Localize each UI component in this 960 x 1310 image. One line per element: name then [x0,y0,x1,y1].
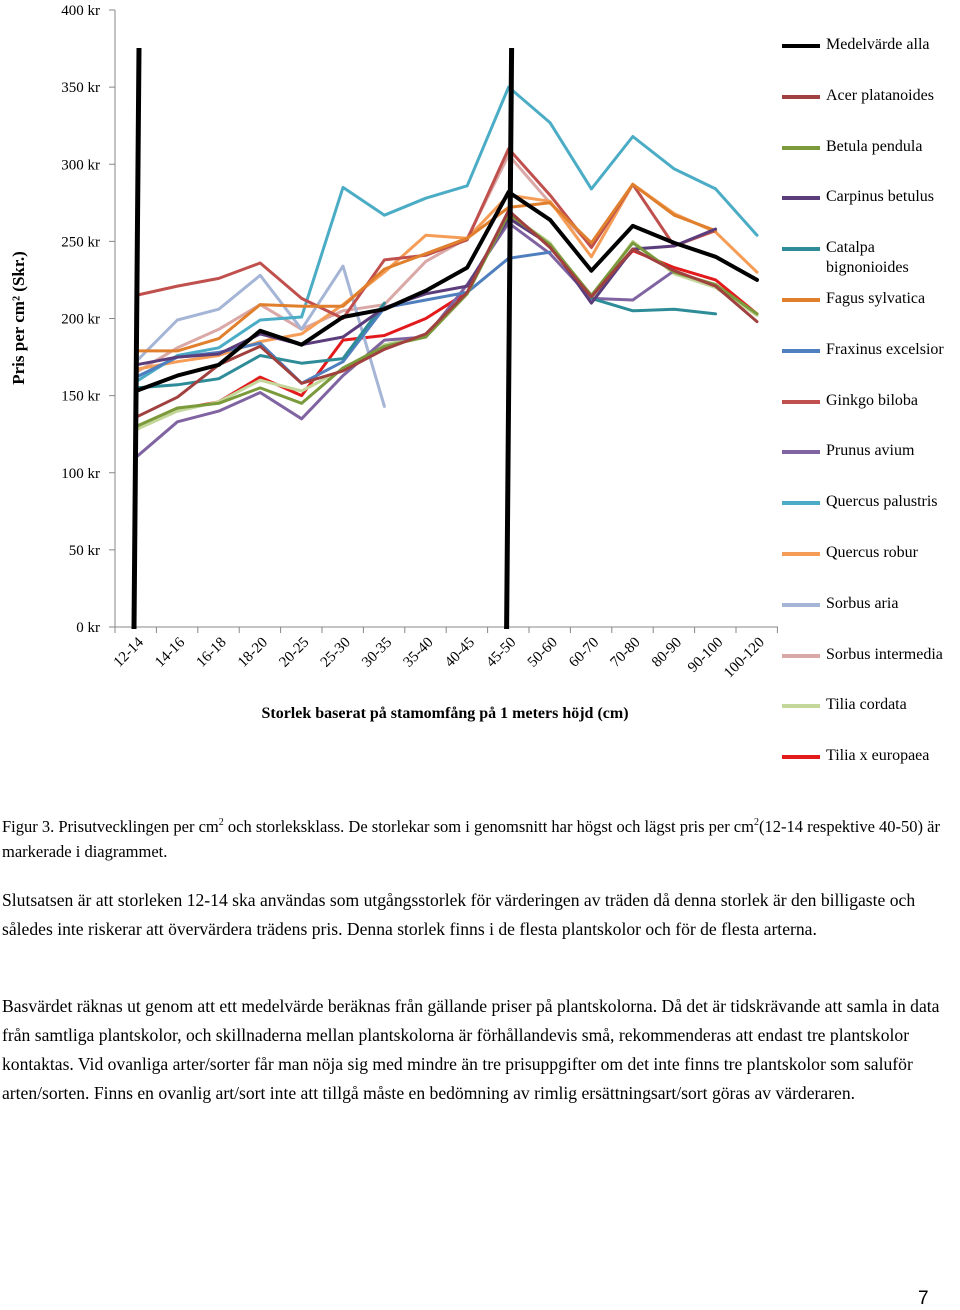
series-line-quercus-palustris [136,87,757,382]
x-tick-label: 90-100 [685,634,727,676]
legend-swatch [782,349,820,353]
series-line-acer-platanoides [136,211,757,418]
legend-item-carpinus-betulus [782,184,960,235]
legend-swatch [782,247,820,251]
size-marker-line [134,48,139,629]
y-tick-label: 0 kr [76,620,100,636]
legend-swatch [782,146,820,150]
figure-caption [2,814,942,864]
caption-suffix: (12-14 respektive 40-50) är markerade i diagrammet. [2,817,940,861]
legend-label: Carpinus betulus [826,188,934,206]
legend-swatch [782,755,820,759]
legend-label: Medelvärde alla [826,36,930,53]
caption-sup: 2 [218,817,224,828]
caption-sup-2: 2 [753,817,759,828]
legend-item-catalpa-bignonioides [782,235,960,286]
legend-item-quercus-palustris [782,489,960,540]
legend-swatch [782,44,820,48]
legend-item-medelv-rde-alla [782,32,960,83]
x-tick-label: 14-16 [152,634,189,671]
y-tick-labels [61,3,115,636]
x-tick-label: 25-30 [317,634,354,671]
x-tick-label: 45-50 [483,634,520,671]
series-lines [136,87,757,457]
x-tick-label: 12-14 [110,634,147,671]
legend-swatch [782,704,820,708]
legend-item-prunus-avium [782,438,960,489]
series-line-catalpa-bignonioides [591,298,715,314]
legend-label: Catalpa bignonioides [826,239,909,277]
legend-label: Ginkgo biloba [826,391,918,409]
legend-swatch [782,654,820,658]
x-tick-label: 70-80 [607,634,644,671]
x-tick-label: 100-120 [721,634,768,682]
legend-swatch [782,552,820,556]
y-tick-label: 50 kr [68,542,100,559]
legend-swatch [782,400,820,404]
x-tick-labels [111,627,778,681]
x-tick-label: 20-25 [276,634,313,671]
body-paragraph-2: Basvärdet räknas ut genom att ett medelvärde beräknas från gällande priser på plantskolorna. Då det är tidskrävande att samla in data från samtliga plantskolor, och skillnaderna mellan plantskolorna är förhållandevis små, rekommenderas att endast tre plantskolor kontaktas. Vid ovanliga arter/sorter får man nöja sig med mindre än tre prisuppgifter om det inte finns tre plantskolor som saluför arten/sorten. Finns en ovanlig art/sort inte att tillgå måste en bedömning av rimlig ersättningsart/sort göras av värderaren. [2,996,940,1103]
y-tick-label: 150 kr [61,388,100,405]
x-tick-label: 16-18 [193,634,230,671]
y-tick-label: 350 kr [61,80,100,97]
y-axis-title-text: Pris per cm² (Skr.) [9,251,28,385]
chart-axes [115,10,778,627]
y-tick-label: 400 kr [61,3,100,19]
x-tick-label: 80-90 [648,634,686,671]
caption-prefix: Figur 3. Prisutvecklingen per cm [2,817,219,836]
legend-item-quercus-robur [782,540,960,591]
x-axis-title: Storlek baserat på stamomfång på 1 meters höjd (cm) [261,705,629,722]
legend-label: Sorbus intermedia [826,645,943,663]
x-tick-label: 35-40 [400,634,437,671]
legend-label: Tilia cordata [826,696,907,714]
legend-item-ginkgo-biloba [782,388,960,439]
legend-swatch [782,298,820,302]
legend-swatch [782,603,820,607]
chart-legend [782,32,960,794]
legend-item-acer-platanoides [782,83,960,134]
marker-lines [134,48,512,629]
legend-item-tilia-x-europaea [782,743,960,794]
legend-item-sorbus-aria [782,591,960,642]
y-tick-label: 300 kr [61,157,100,174]
x-tick-label: 18-20 [234,634,272,671]
legend-item-tilia-cordata [782,692,960,743]
legend-item-fraxinus-excelsior [782,337,960,388]
page-number: 7 [918,1288,929,1309]
x-tick-label: 60-70 [566,634,603,671]
legend-swatch [782,95,820,99]
x-tick-label: 40-45 [441,634,479,671]
legend-item-fagus-sylvatica [782,286,960,337]
legend-label: Fraxinus excelsior [826,340,944,358]
x-tick-label: 30-35 [359,634,396,671]
legend-item-sorbus-intermedia [782,642,960,693]
caption-mid: och storleksklass. De storlekar som i genomsnitt har högst och lägst pris per cm [223,817,754,836]
legend-label: Fagus sylvatica [826,289,926,307]
y-tick-label: 100 kr [61,465,100,482]
legend-label: Prunus avium [826,442,915,460]
legend-label: Quercus palustris [826,493,938,511]
legend-label: Sorbus aria [826,594,899,612]
y-tick-label: 250 kr [61,234,100,251]
legend-swatch [782,501,820,505]
legend-item-betula-pendula [782,134,960,185]
legend-swatch [782,196,820,200]
x-tick-label: 50-60 [524,634,561,671]
legend-label: Betula pendula [826,137,923,155]
body-paragraph-1: Slutsatsen är att storleken 12-14 ska användas som utgångsstorlek för värderingen av träden då denna storlek är den billigaste och således inte riskerar att övervärdera trädens pris. Denna storlek finns i de flesta plantskolor och för de flesta arterna. [2,890,916,939]
legend-label: Acer platanoides [826,86,934,104]
legend-swatch [782,450,820,454]
y-axis-title [9,251,28,385]
legend-label: Tilia x europaea [826,747,930,765]
size-marker-line [507,48,512,629]
y-tick-label: 200 kr [61,311,100,328]
legend-label: Quercus robur [826,543,918,561]
